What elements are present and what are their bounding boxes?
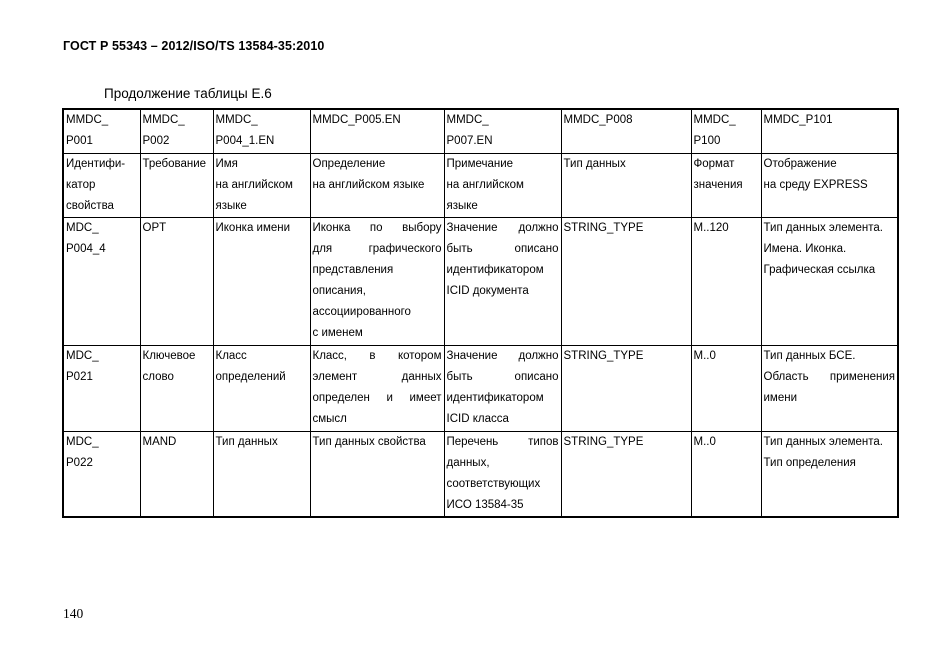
table-cell [140, 217, 213, 345]
table-cell [761, 217, 898, 345]
cell-line: описания, [312, 284, 366, 297]
cell-line: MMDC_ [66, 114, 109, 126]
table-cell [63, 431, 140, 517]
cell-line: Перечень типов [446, 435, 559, 448]
subheader-cell [444, 153, 561, 217]
subheader-cell [561, 153, 691, 217]
table-row [63, 345, 898, 431]
cell-line: Идентифи- [66, 157, 126, 170]
cell-line: ICID класса [446, 412, 509, 425]
cell-line: Значение должно [446, 349, 559, 362]
cell-line: MDC_ [66, 221, 99, 234]
table-caption: Продолжение таблицы Е.6 [104, 86, 272, 101]
cell-line: свойства [66, 199, 114, 212]
cell-line: Иконка по выбору [312, 221, 442, 234]
table-cell [444, 217, 561, 345]
cell-line: Класс, в котором [312, 349, 442, 362]
table-row [63, 217, 898, 345]
header-cell [310, 109, 444, 153]
header-cell [691, 109, 761, 153]
cell-line: Тип данных [563, 157, 626, 170]
cell-line: MMDC_ [693, 114, 736, 126]
table-cell [691, 217, 761, 345]
cell-line: Класс [215, 349, 247, 362]
cell-line: элемент данных [312, 370, 442, 383]
table-row [63, 431, 898, 517]
table-cell [310, 217, 444, 345]
cell-line: на среду EXPRESS [763, 178, 868, 191]
cell-line: MDC_ [66, 435, 99, 448]
cell-line: M..120 [693, 221, 729, 234]
cell-line: ICID документа [446, 284, 529, 297]
cell-line: P021 [66, 370, 93, 383]
cell-line: MMDC_P005.EN [312, 114, 401, 126]
cell-line: Тип данных БСЕ. [763, 349, 856, 362]
header-cell [444, 109, 561, 153]
subheader-cell [63, 153, 140, 217]
table-cell [310, 345, 444, 431]
cell-line: данных, [446, 456, 490, 469]
header-cell [140, 109, 213, 153]
cell-line: Примечание [446, 157, 514, 170]
cell-line: Отображение [763, 157, 837, 170]
cell-line: для графического [312, 242, 442, 255]
table-cell [761, 431, 898, 517]
cell-line: M..0 [693, 349, 716, 362]
cell-line: на английском [446, 178, 524, 191]
subheader-cell [213, 153, 310, 217]
cell-line: Имена. Иконка. [763, 242, 847, 255]
cell-line: P004_4 [66, 242, 106, 255]
cell-line: P004_1.EN [215, 135, 275, 147]
cell-line: быть описано [446, 242, 559, 255]
cell-line: OPT [142, 221, 167, 234]
cell-line: Определение [312, 157, 386, 170]
cell-line: Тип данных элемента. [763, 221, 883, 234]
cell-line: STRING_TYPE [563, 349, 644, 362]
table-cell [213, 431, 310, 517]
table-cell [63, 217, 140, 345]
table-cell [561, 345, 691, 431]
cell-line: быть описано [446, 370, 559, 383]
table-cell [63, 345, 140, 431]
cell-line: Иконка имени [215, 221, 291, 234]
cell-line: Область применения [763, 370, 895, 383]
cell-line: Графическая ссылка [763, 263, 876, 276]
cell-line: STRING_TYPE [563, 435, 644, 448]
cell-line: MMDC_P008 [563, 114, 633, 126]
table-cell [691, 431, 761, 517]
cell-line: Тип данных элемента. [763, 435, 883, 448]
table-subheader-row [63, 153, 898, 217]
table-cell [444, 431, 561, 517]
table-cell [444, 345, 561, 431]
cell-line: Формат [693, 157, 735, 170]
cell-line: Тип данных свойства [312, 435, 426, 448]
subheader-cell [140, 153, 213, 217]
cell-line: идентификатором [446, 263, 544, 276]
cell-line: определений [215, 370, 286, 383]
cell-line: соответствующих [446, 477, 541, 490]
cell-line: Тип данных [215, 435, 278, 448]
subheader-cell [691, 153, 761, 217]
cell-line: P022 [66, 456, 93, 469]
cell-line: языке [446, 199, 478, 212]
cell-line: Тип определения [763, 456, 856, 469]
table-cell [213, 345, 310, 431]
cell-line: Ключевое [142, 349, 196, 362]
cell-line: слово [142, 370, 174, 383]
cell-line: имени [763, 391, 798, 404]
cell-line: с именем [312, 326, 363, 339]
header-cell [761, 109, 898, 153]
cell-line: P002 [142, 135, 170, 147]
cell-line: ИСО 13584-35 [446, 498, 524, 511]
table-cell [561, 217, 691, 345]
header-cell [63, 109, 140, 153]
cell-line: Значение должно [446, 221, 559, 234]
cell-line: STRING_TYPE [563, 221, 644, 234]
cell-line: представления [312, 263, 394, 276]
cell-line: Имя [215, 157, 238, 170]
cell-line: Требование [142, 157, 207, 170]
table-cell [140, 431, 213, 517]
cell-line: значения [693, 178, 743, 191]
page-number: 140 [63, 606, 84, 621]
document-header: ГОСТ Р 55343 – 2012/ISO/TS 13584-35:2010 [63, 39, 325, 53]
cell-line: P001 [66, 135, 93, 147]
header-cell [561, 109, 691, 153]
cell-line: катор [66, 178, 96, 191]
table-cell [761, 345, 898, 431]
cell-line: MMDC_ [215, 114, 258, 126]
table-cell [691, 345, 761, 431]
cell-line: MAND [142, 435, 177, 448]
subheader-cell [761, 153, 898, 217]
cell-line: MMDC_ [142, 114, 185, 126]
header-cell [213, 109, 310, 153]
cell-line: P100 [693, 135, 721, 147]
table-cell [310, 431, 444, 517]
cell-line: MMDC_ [446, 114, 489, 126]
cell-line: MMDC_P101 [763, 114, 833, 126]
data-table [62, 108, 899, 518]
cell-line: ассоциированного [312, 305, 411, 318]
cell-line: P007.EN [446, 135, 493, 147]
cell-line: языке [215, 199, 247, 212]
cell-line: на английском [215, 178, 293, 191]
cell-line: на английском языке [312, 178, 425, 191]
cell-line: смысл [312, 412, 347, 425]
cell-line: MDC_ [66, 349, 99, 362]
subheader-cell [310, 153, 444, 217]
table-cell [561, 431, 691, 517]
cell-line: M..0 [693, 435, 716, 448]
table-header-row [63, 109, 898, 153]
cell-line: идентификатором [446, 391, 544, 404]
table-cell [213, 217, 310, 345]
table-cell [140, 345, 213, 431]
cell-line: определен и имеет [312, 391, 442, 404]
